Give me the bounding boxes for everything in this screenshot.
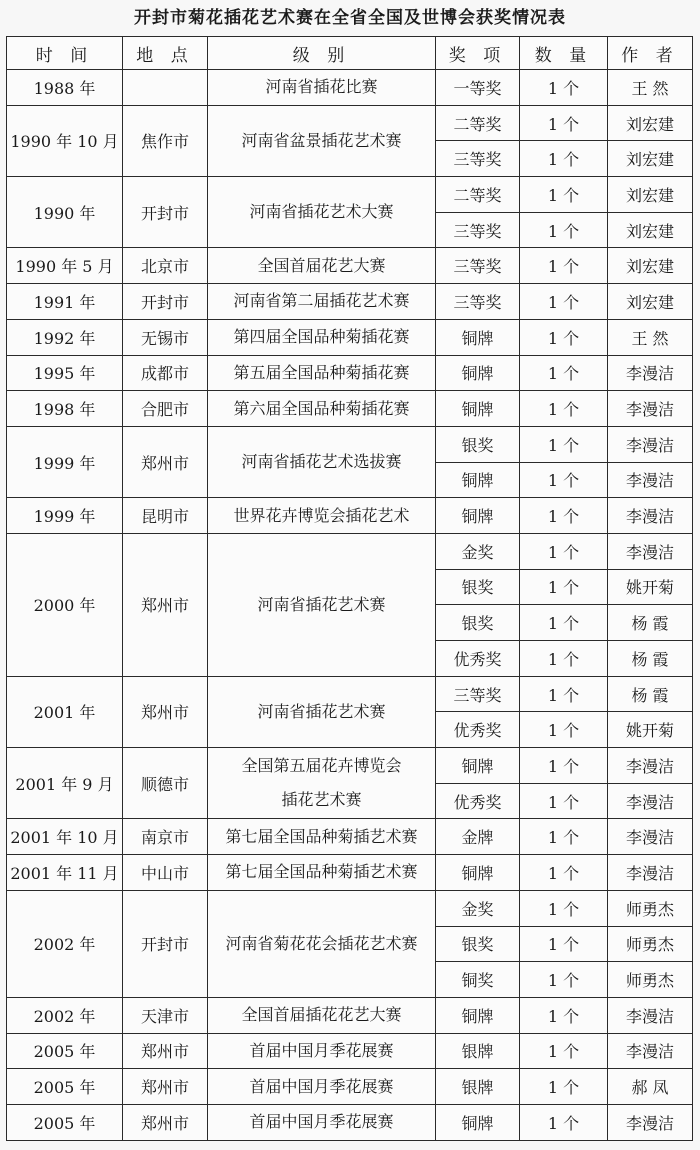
cell-quantity: 1 个 xyxy=(520,426,608,462)
cell-time: 1998 年 xyxy=(7,391,123,427)
cell-award: 三等奖 xyxy=(436,141,520,177)
cell-level xyxy=(208,855,436,891)
level-line: 第七届全国品种菊插艺术赛 xyxy=(225,862,418,882)
cell-author: 李漫洁 xyxy=(608,426,693,462)
cell-author: 李漫洁 xyxy=(608,391,693,427)
table-row xyxy=(7,890,693,926)
table-body xyxy=(7,70,693,1141)
header-quantity: 数 量 xyxy=(520,37,608,70)
cell-author: 姚开菊 xyxy=(608,569,693,605)
cell-place: 郑州市 xyxy=(123,426,208,497)
cell-author: 姚开菊 xyxy=(608,712,693,748)
cell-place: 郑州市 xyxy=(123,533,208,676)
cell-time: 1995 年 xyxy=(7,355,123,391)
cell-quantity: 1 个 xyxy=(520,355,608,391)
cell-quantity: 1 个 xyxy=(520,105,608,141)
cell-level xyxy=(208,319,436,355)
page-title: 开封市菊花插花艺术赛在全省全国及世博会获奖情况表 xyxy=(134,8,566,28)
cell-award: 三等奖 xyxy=(436,284,520,320)
cell-quantity: 1 个 xyxy=(520,997,608,1033)
cell-author: 师勇杰 xyxy=(608,962,693,998)
cell-place: 郑州市 xyxy=(123,676,208,747)
table-row xyxy=(7,426,693,462)
cell-award: 铜牌 xyxy=(436,1104,520,1140)
cell-quantity: 1 个 xyxy=(520,783,608,819)
level-line: 河南省插花比赛 xyxy=(265,77,378,97)
level-line: 河南省插花艺术选拔赛 xyxy=(241,452,402,472)
cell-level xyxy=(208,498,436,534)
cell-author: 刘宏建 xyxy=(608,212,693,248)
cell-award: 金奖 xyxy=(436,533,520,569)
level-line: 全国首届插花花艺大赛 xyxy=(241,1005,402,1025)
cell-time: 1990 年 5 月 xyxy=(7,248,123,284)
cell-level xyxy=(208,248,436,284)
cell-author: 李漫洁 xyxy=(608,997,693,1033)
cell-author: 李漫洁 xyxy=(608,819,693,855)
table-row xyxy=(7,284,693,320)
cell-award: 二等奖 xyxy=(436,105,520,141)
cell-level xyxy=(208,533,436,676)
cell-award: 金奖 xyxy=(436,890,520,926)
level-line: 首届中国月季花展赛 xyxy=(249,1112,394,1132)
cell-place: 合肥市 xyxy=(123,391,208,427)
cell-quantity: 1 个 xyxy=(520,748,608,784)
level-line: 世界花卉博览会插花艺术 xyxy=(233,505,410,525)
cell-place: 北京市 xyxy=(123,248,208,284)
cell-place: 昆明市 xyxy=(123,498,208,534)
table-row xyxy=(7,391,693,427)
level-line: 第四届全国品种菊插花赛 xyxy=(233,327,410,347)
cell-award: 铜牌 xyxy=(436,319,520,355)
level-line: 全国首届花艺大赛 xyxy=(257,255,386,275)
cell-time: 1999 年 xyxy=(7,426,123,497)
cell-time: 1990 年 10 月 xyxy=(7,105,123,176)
cell-award: 铜牌 xyxy=(436,391,520,427)
cell-place: 郑州市 xyxy=(123,1069,208,1105)
cell-quantity: 1 个 xyxy=(520,70,608,106)
level-line: 河南省插花艺术赛 xyxy=(257,701,386,721)
cell-quantity: 1 个 xyxy=(520,1033,608,1069)
cell-quantity: 1 个 xyxy=(520,1069,608,1105)
table-row xyxy=(7,1033,693,1069)
cell-level xyxy=(208,426,436,497)
table-row xyxy=(7,1104,693,1140)
cell-quantity: 1 个 xyxy=(520,462,608,498)
cell-place: 开封市 xyxy=(123,284,208,320)
table-row xyxy=(7,498,693,534)
header-award: 奖 项 xyxy=(436,37,520,70)
header-time: 时 间 xyxy=(7,37,123,70)
cell-quantity: 1 个 xyxy=(520,962,608,998)
cell-quantity: 1 个 xyxy=(520,212,608,248)
level-line: 河南省菊花花会插花艺术赛 xyxy=(225,933,418,953)
cell-level xyxy=(208,1069,436,1105)
cell-time: 2000 年 xyxy=(7,533,123,676)
cell-award: 一等奖 xyxy=(436,70,520,106)
cell-time: 2005 年 xyxy=(7,1104,123,1140)
cell-level xyxy=(208,355,436,391)
cell-author: 师勇杰 xyxy=(608,926,693,962)
header-row xyxy=(7,37,693,70)
level-line: 第六届全国品种菊插花赛 xyxy=(233,398,410,418)
level-line: 首届中国月季花展赛 xyxy=(249,1076,394,1096)
cell-award: 三等奖 xyxy=(436,676,520,712)
cell-award: 铜奖 xyxy=(436,962,520,998)
table-row xyxy=(7,1069,693,1105)
cell-award: 金牌 xyxy=(436,819,520,855)
cell-author: 李漫洁 xyxy=(608,498,693,534)
cell-author: 王 然 xyxy=(608,70,693,106)
cell-award: 铜牌 xyxy=(436,355,520,391)
cell-place: 郑州市 xyxy=(123,1033,208,1069)
cell-quantity: 1 个 xyxy=(520,712,608,748)
cell-author: 李漫洁 xyxy=(608,462,693,498)
cell-quantity: 1 个 xyxy=(520,819,608,855)
cell-author: 刘宏建 xyxy=(608,284,693,320)
cell-time: 1988 年 xyxy=(7,70,123,106)
cell-author: 刘宏建 xyxy=(608,177,693,213)
cell-quantity: 1 个 xyxy=(520,533,608,569)
level-line: 首届中国月季花展赛 xyxy=(249,1040,394,1060)
cell-time: 1991 年 xyxy=(7,284,123,320)
table-row xyxy=(7,105,693,141)
cell-level xyxy=(208,1104,436,1140)
level-line: 第五届全国品种菊插花赛 xyxy=(233,362,410,382)
cell-level xyxy=(208,177,436,248)
table-row xyxy=(7,855,693,891)
cell-time: 1990 年 xyxy=(7,177,123,248)
cell-place: 天津市 xyxy=(123,997,208,1033)
table-row xyxy=(7,819,693,855)
table-row xyxy=(7,533,693,569)
cell-author: 李漫洁 xyxy=(608,1033,693,1069)
cell-level xyxy=(208,997,436,1033)
cell-quantity: 1 个 xyxy=(520,391,608,427)
cell-quantity: 1 个 xyxy=(520,569,608,605)
cell-author: 杨 霞 xyxy=(608,605,693,641)
cell-author: 李漫洁 xyxy=(608,533,693,569)
cell-level xyxy=(208,1033,436,1069)
cell-award: 三等奖 xyxy=(436,212,520,248)
cell-quantity: 1 个 xyxy=(520,605,608,641)
header-author: 作 者 xyxy=(608,37,693,70)
table-row xyxy=(7,70,693,106)
cell-place: 开封市 xyxy=(123,890,208,997)
cell-author: 李漫洁 xyxy=(608,855,693,891)
cell-level xyxy=(208,391,436,427)
cell-quantity: 1 个 xyxy=(520,926,608,962)
level-line: 河南省盆景插花艺术赛 xyxy=(241,130,402,150)
cell-quantity: 1 个 xyxy=(520,676,608,712)
level-line: 河南省第二届插花艺术赛 xyxy=(233,291,410,311)
cell-quantity: 1 个 xyxy=(520,248,608,284)
cell-level xyxy=(208,70,436,106)
cell-quantity: 1 个 xyxy=(520,319,608,355)
cell-place: 开封市 xyxy=(123,177,208,248)
cell-level xyxy=(208,105,436,176)
cell-award: 银奖 xyxy=(436,426,520,462)
table-row xyxy=(7,748,693,784)
level-line: 河南省插花艺术大赛 xyxy=(249,202,394,222)
cell-award: 银奖 xyxy=(436,605,520,641)
cell-author: 郝 凤 xyxy=(608,1069,693,1105)
cell-level xyxy=(208,819,436,855)
cell-time: 2001 年 xyxy=(7,676,123,747)
cell-author: 刘宏建 xyxy=(608,105,693,141)
cell-author: 李漫洁 xyxy=(608,783,693,819)
cell-award: 优秀奖 xyxy=(436,783,520,819)
cell-place: 郑州市 xyxy=(123,1104,208,1140)
cell-time: 2005 年 xyxy=(7,1069,123,1105)
cell-author: 杨 霞 xyxy=(608,641,693,677)
cell-time: 2001 年 9 月 xyxy=(7,748,123,819)
cell-author: 李漫洁 xyxy=(608,748,693,784)
cell-award: 银奖 xyxy=(436,926,520,962)
table-row xyxy=(7,355,693,391)
cell-author: 李漫洁 xyxy=(608,355,693,391)
cell-time: 1999 年 xyxy=(7,498,123,534)
cell-time: 2005 年 xyxy=(7,1033,123,1069)
cell-author: 王 然 xyxy=(608,319,693,355)
cell-quantity: 1 个 xyxy=(520,855,608,891)
table-row xyxy=(7,319,693,355)
cell-level xyxy=(208,676,436,747)
cell-award: 铜牌 xyxy=(436,748,520,784)
cell-level xyxy=(208,890,436,997)
cell-quantity: 1 个 xyxy=(520,641,608,677)
cell-time: 2002 年 xyxy=(7,997,123,1033)
cell-author: 刘宏建 xyxy=(608,141,693,177)
cell-time: 1992 年 xyxy=(7,319,123,355)
cell-quantity: 1 个 xyxy=(520,177,608,213)
cell-place: 成都市 xyxy=(123,355,208,391)
cell-award: 银牌 xyxy=(436,1069,520,1105)
cell-award: 二等奖 xyxy=(436,177,520,213)
cell-award: 铜牌 xyxy=(436,498,520,534)
level-line: 第七届全国品种菊插艺术赛 xyxy=(225,826,418,846)
cell-level xyxy=(208,748,436,819)
level-line: 河南省插花艺术赛 xyxy=(257,594,386,614)
cell-award: 优秀奖 xyxy=(436,641,520,677)
cell-place xyxy=(123,70,208,106)
cell-place: 焦作市 xyxy=(123,105,208,176)
cell-quantity: 1 个 xyxy=(520,284,608,320)
cell-award: 三等奖 xyxy=(436,248,520,284)
table-row xyxy=(7,177,693,213)
cell-place: 顺德市 xyxy=(123,748,208,819)
cell-author: 李漫洁 xyxy=(608,1104,693,1140)
awards-table xyxy=(6,36,693,1141)
cell-place: 南京市 xyxy=(123,819,208,855)
cell-author: 刘宏建 xyxy=(608,248,693,284)
level-line: 插花艺术赛 xyxy=(281,790,362,810)
table-row xyxy=(7,997,693,1033)
cell-quantity: 1 个 xyxy=(520,141,608,177)
header-place: 地 点 xyxy=(123,37,208,70)
cell-time: 2001 年 11 月 xyxy=(7,855,123,891)
cell-quantity: 1 个 xyxy=(520,890,608,926)
cell-author: 杨 霞 xyxy=(608,676,693,712)
table-row xyxy=(7,676,693,712)
level-line: 全国第五届花卉博览会 xyxy=(241,756,402,776)
cell-time: 2002 年 xyxy=(7,890,123,997)
cell-place: 无锡市 xyxy=(123,319,208,355)
cell-author: 师勇杰 xyxy=(608,890,693,926)
cell-award: 优秀奖 xyxy=(436,712,520,748)
cell-award: 铜牌 xyxy=(436,855,520,891)
cell-award: 银牌 xyxy=(436,1033,520,1069)
table-row xyxy=(7,248,693,284)
cell-level xyxy=(208,284,436,320)
cell-time: 2001 年 10 月 xyxy=(7,819,123,855)
cell-award: 银奖 xyxy=(436,569,520,605)
header-level: 级 别 xyxy=(208,37,436,70)
cell-quantity: 1 个 xyxy=(520,498,608,534)
cell-award: 铜牌 xyxy=(436,462,520,498)
cell-quantity: 1 个 xyxy=(520,1104,608,1140)
cell-place: 中山市 xyxy=(123,855,208,891)
cell-award: 铜牌 xyxy=(436,997,520,1033)
